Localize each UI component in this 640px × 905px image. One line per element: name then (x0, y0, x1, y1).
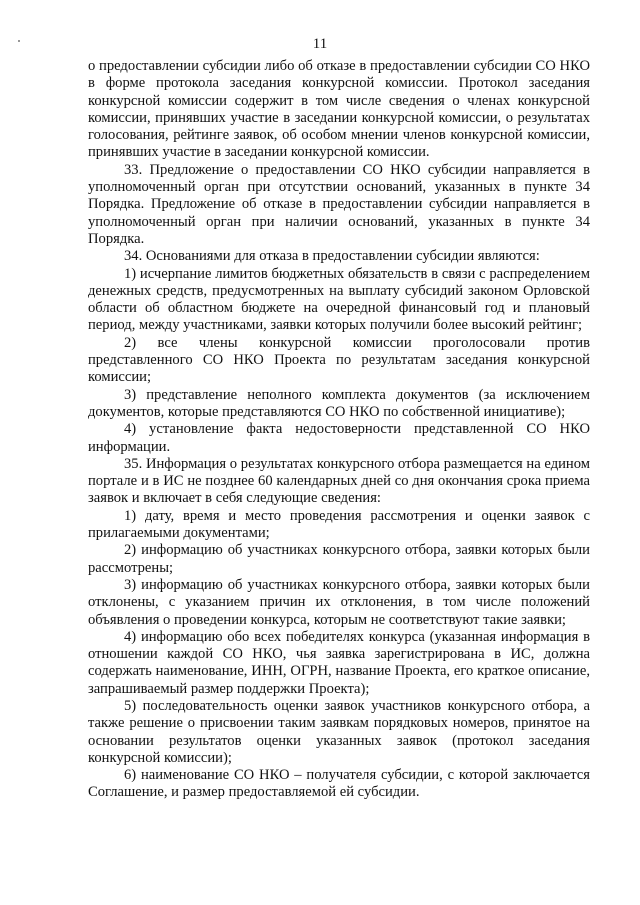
paragraph-35: 35. Информация о результатах конкурсного отбора размещается на едином портале и в ИС не позднее 60 календарных дней со дня окончания срока приема заявок и включает в себя следующие сведения: (88, 455, 590, 507)
paragraph-33: 33. Предложение о предоставлении СО НКО субсидии направляется в уполномоченный орган при отсутствии оснований, указанных в пункте 34 Порядка. Предложение об отказе в предоставлении субсидии направляется в уполномоченный орган при наличии оснований, указанных в пункте 34 Порядка. (88, 161, 590, 247)
paragraph-35-item-4: 4) информацию обо всех победителях конкурса (указанная информация в отношении каждой СО НКО, чья заявка зарегистрирована в ИС, должна содержать наименование, ИНН, ОГРН, название Проекта, его краткое описание, запрашиваемый размер поддержки Проекта); (88, 628, 590, 697)
paragraph-35-item-2: 2) информацию об участниках конкурсного отбора, заявки которых были рассмотрены; (88, 542, 590, 576)
paragraph-34-item-3: 3) представление неполного комплекта документов (за исключением документов, которые представляются СО НКО по собственной инициативе); (88, 386, 590, 420)
paragraph-35-item-6: 6) наименование СО НКО – получателя субсидии, с которой заключается Соглашение, и размер предоставляемой ей субсидии. (88, 767, 590, 801)
paragraph-34-item-4: 4) установление факта недостоверности представленной СО НКО информации. (88, 421, 590, 455)
paragraph-protocol-continuation: о предоставлении субсидии либо об отказе в предоставлении субсидии СО НКО в форме протокола заседания конкурсной комиссии. Протокол заседания конкурсной комиссии содержит в том числе сведения о членах конкурсной комиссии, принявших участие в заседании конкурсной комиссии, о результатах голосования, рейтинге заявок, об особом мнении членов конкурсной комиссии, принявших участие в заседании конкурсной комиссии. (88, 58, 590, 161)
paragraph-35-item-5: 5) последовательность оценки заявок участников конкурсного отбора, а также решение о присвоении таким заявкам порядковых номеров, принятое на основании результатов оценки указанных заявок (протокол заседания конкурсной комиссии); (88, 697, 590, 766)
paragraph-34-item-1: 1) исчерпание лимитов бюджетных обязательств в связи с распределением денежных средств, предусмотренных на выплату субсидий законом Орловской области об областном бюджете на очередной финансовый год и плановый период, между участниками, заявки которых получили более высокий рейтинг; (88, 265, 590, 334)
paragraph-35-item-3: 3) информацию об участниках конкурсного отбора, заявки которых были отклонены, с указанием причин их отклонения, в том числе положений объявления о проведении конкурса, которым не соответствуют такие заявки; (88, 576, 590, 628)
paragraph-34-item-2: 2) все члены конкурсной комиссии проголосовали против представленного СО НКО Проекта по результатам заседания конкурсной комиссии; (88, 334, 590, 386)
paragraph-35-item-1: 1) дату, время и место проведения рассмотрения и оценки заявок с прилагаемыми документами; (88, 507, 590, 542)
document-body (88, 58, 590, 802)
page-number: 11 (312, 36, 328, 52)
paragraph-34: 34. Основаниями для отказа в предоставлении субсидии являются: (124, 248, 540, 265)
